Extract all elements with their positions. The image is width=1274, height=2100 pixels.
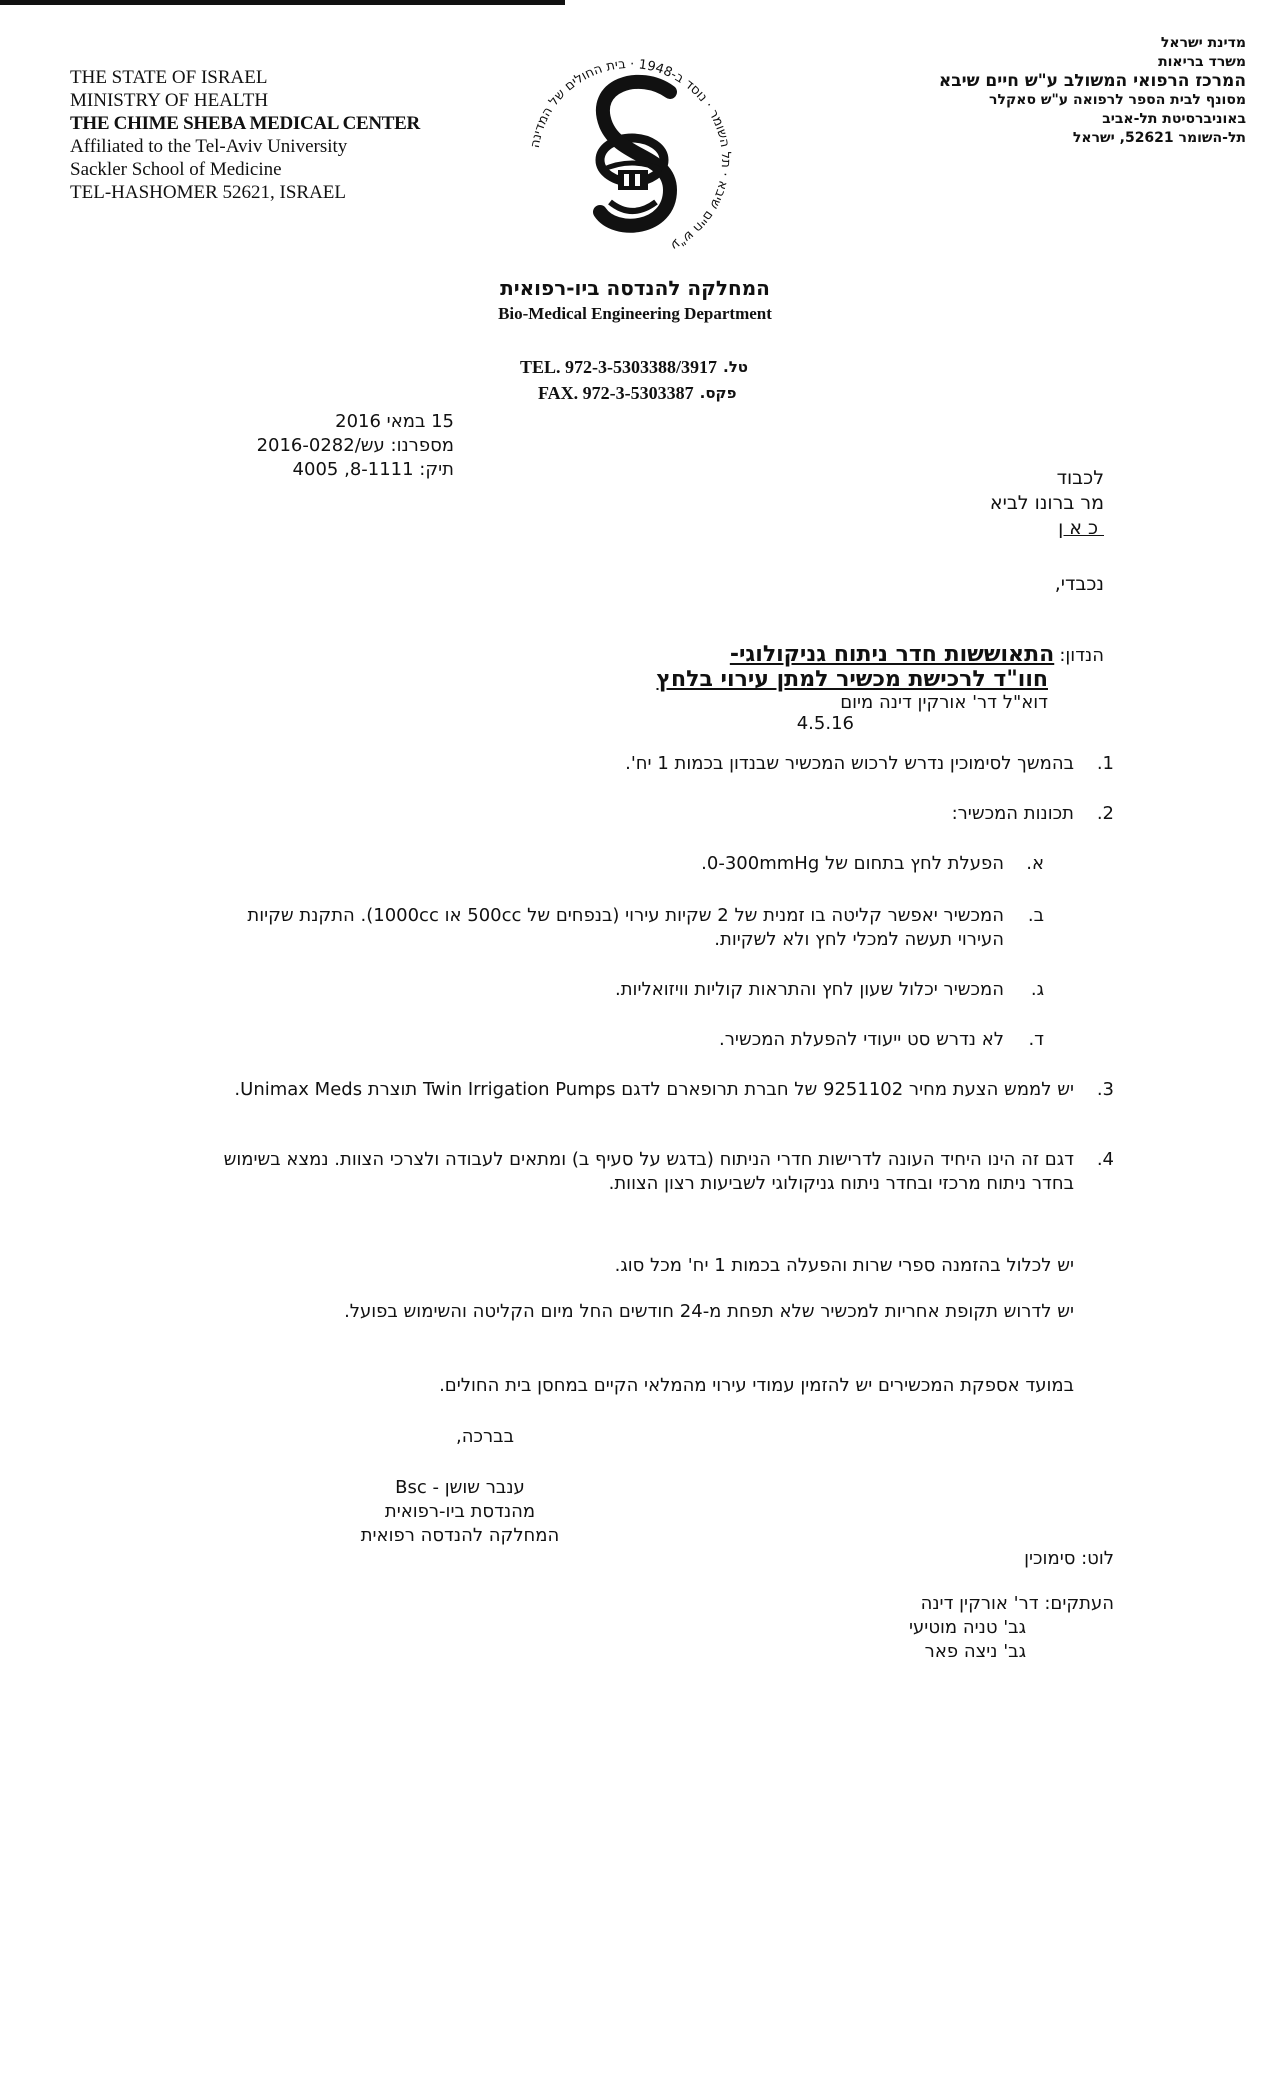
list-item — [214, 1078, 1114, 1102]
subject-label: הנדון: — [1059, 645, 1104, 666]
top-scan-bar — [0, 0, 565, 5]
hebrew-letterhead — [939, 34, 1246, 148]
item-text: תכונות המכשיר: — [951, 803, 1074, 824]
letterhead-line: MINISTRY OF HEALTH — [70, 90, 269, 111]
reference-number: מספרנו: עש/2016-0282 — [256, 435, 454, 456]
item-text: דגם זה הינו היחיד העונה לדרישות חדרי הניתוח (בדגש על סעיף ב) ומתאים לעבודה ולצרכי הצוות. נמצא בשימוש בחדר ניתוח מרכזי ובחדר ניתוח גניקולוגי לשביעות רצון הצוות. — [223, 1149, 1074, 1194]
item-number: 2. — [1096, 803, 1114, 824]
sub-list-item — [214, 852, 1114, 876]
letterhead-line: THE CHIME SHEBA MEDICAL CENTER — [70, 113, 420, 134]
letterhead-line: המרכז הרפואי המשולב ע"ש חיים שיבא — [938, 71, 1246, 91]
item-number: 1. — [1096, 753, 1114, 774]
signer-department: המחלקה להנדסה רפואית — [360, 1525, 560, 1546]
letterhead-line: משרד בריאות — [1158, 54, 1246, 70]
item-number: 3. — [1096, 1079, 1114, 1100]
subject-date: 4.5.16 — [796, 713, 854, 734]
subject-title: התאוששות חדר ניתוח גניקולוגי- — [729, 642, 1055, 667]
letter-meta — [257, 410, 454, 482]
department-hebrew: המחלקה להנדסה ביו-רפואית — [500, 276, 770, 300]
addressee-salutation: לכבוד — [1056, 467, 1104, 489]
subject-reference: דוא"ל דר' אורקין דינה מיום — [840, 692, 1048, 713]
letterhead-line: תל-השומר 52621, ישראל — [1072, 130, 1246, 146]
sub-item-text: לא נדרש סט ייעודי להפעלת המכשיר. — [719, 1029, 1004, 1050]
paragraph: יש לכלול בהזמנה ספרי שרות והפעלה בכמות 1 יח' מכל סוג. — [614, 1255, 1074, 1276]
item-text: יש לממש הצעת מחיר 9251102 של חברת תרופארם לדגם Twin Irrigation Pumps תוצרת Unimax Meds. — [234, 1079, 1074, 1100]
cc-name: דר' אורקין דינה — [920, 1593, 1039, 1614]
sub-item-letter: ב. — [1027, 905, 1044, 926]
signer-name: ענבר שושן - Bsc — [395, 1477, 525, 1498]
file-number: תיק: 8-1111, 4005 — [292, 459, 454, 480]
attachment-note: לוט: סימוכין — [1024, 1548, 1114, 1569]
letterhead-line: מסונף לבית הספר לרפואה ע"ש סאקלר — [989, 92, 1246, 108]
item-number: 4. — [1096, 1149, 1114, 1170]
english-letterhead — [70, 66, 420, 204]
cc-name: גב' ניצה פאר — [924, 1641, 1026, 1662]
addressee — [990, 466, 1104, 541]
sub-list-item — [214, 1028, 1114, 1052]
list-item — [214, 802, 1114, 826]
list-item — [214, 1148, 1114, 1196]
greeting: נכבדי, — [1054, 573, 1104, 595]
sub-list-item — [214, 904, 1114, 952]
addressee-name: מר ברונו לביא — [989, 492, 1104, 514]
letterhead-line: מדינת ישראל — [1160, 35, 1246, 51]
sub-item-letter: א. — [1026, 853, 1044, 874]
cc-name: גב' טניה מוטיעי — [909, 1617, 1026, 1638]
fax-label-he: פקס. — [699, 384, 737, 402]
contact-block — [520, 354, 850, 406]
letterhead-line: TEL-HASHOMER 52621, ISRAEL — [70, 182, 347, 203]
department-english: Bio-Medical Engineering Department — [498, 304, 772, 323]
signature-block — [330, 1476, 590, 1548]
letterhead-line: Affiliated to the Tel-Aviv University — [70, 136, 348, 157]
letter-date: 15 במאי 2016 — [335, 411, 454, 432]
subject-block — [657, 642, 1105, 734]
item-text: בהמשך לסימוכין נדרש לרכוש המכשיר שבנדון בכמות 1 יח'. — [625, 753, 1074, 774]
closing: בברכה, — [456, 1426, 514, 1447]
tel-label-he: טל. — [723, 358, 748, 376]
letterhead-line: THE STATE OF ISRAEL — [70, 67, 268, 88]
sub-item-text: המכשיר יכלול שעון לחץ והתראות קוליות וויזואליות. — [614, 979, 1004, 1000]
letterhead-line: באוניברסיטת תל-אביב — [1102, 111, 1246, 127]
sub-item-text: המכשיר יאפשר קליטה בו זמנית של 2 שקיות עירוי (בנפחים של 500cc או 1000cc). התקנת שקיות העירוי תעשה למכלי לחץ ולא לשקיות. — [247, 905, 1004, 950]
sub-list-item — [214, 978, 1114, 1002]
addressee-here: כאן — [1058, 517, 1104, 539]
fax-number: FAX. 972-3-5303387 — [538, 383, 694, 403]
sub-item-letter: ג. — [1030, 979, 1044, 1000]
seal-ring-text: ע"ש חיים שיבא · תל השומר · נוסד ב-1948 · בית החולים של המדינה — [527, 56, 734, 253]
list-item — [214, 752, 1114, 776]
sheba-seal-logo — [520, 30, 740, 270]
letterhead-line: Sackler School of Medicine — [70, 159, 282, 180]
cc-block — [909, 1592, 1114, 1664]
tel-number: TEL. 972-3-5303388/3917 — [520, 357, 718, 377]
sub-item-text: הפעלת לחץ בתחום של 0-300mmHg. — [701, 853, 1004, 874]
cc-label: העתקים: — [1044, 1593, 1114, 1614]
signer-title: מהנדסת ביו-רפואית — [384, 1501, 536, 1522]
paragraph: במועד אספקת המכשירים יש להזמין עמודי עירוי מהמלאי הקיים במחסן בית החולים. — [439, 1375, 1074, 1396]
sub-item-letter: ד. — [1028, 1029, 1044, 1050]
subject-title-2: חוו"ד לרכישת מכשיר למתן עירוי בלחץ — [656, 667, 1048, 692]
paragraph: יש לדרוש תקופת אחריות למכשיר שלא תפחת מ-24 חודשים החל מיום הקליטה והשימוש בפועל. — [344, 1301, 1074, 1322]
